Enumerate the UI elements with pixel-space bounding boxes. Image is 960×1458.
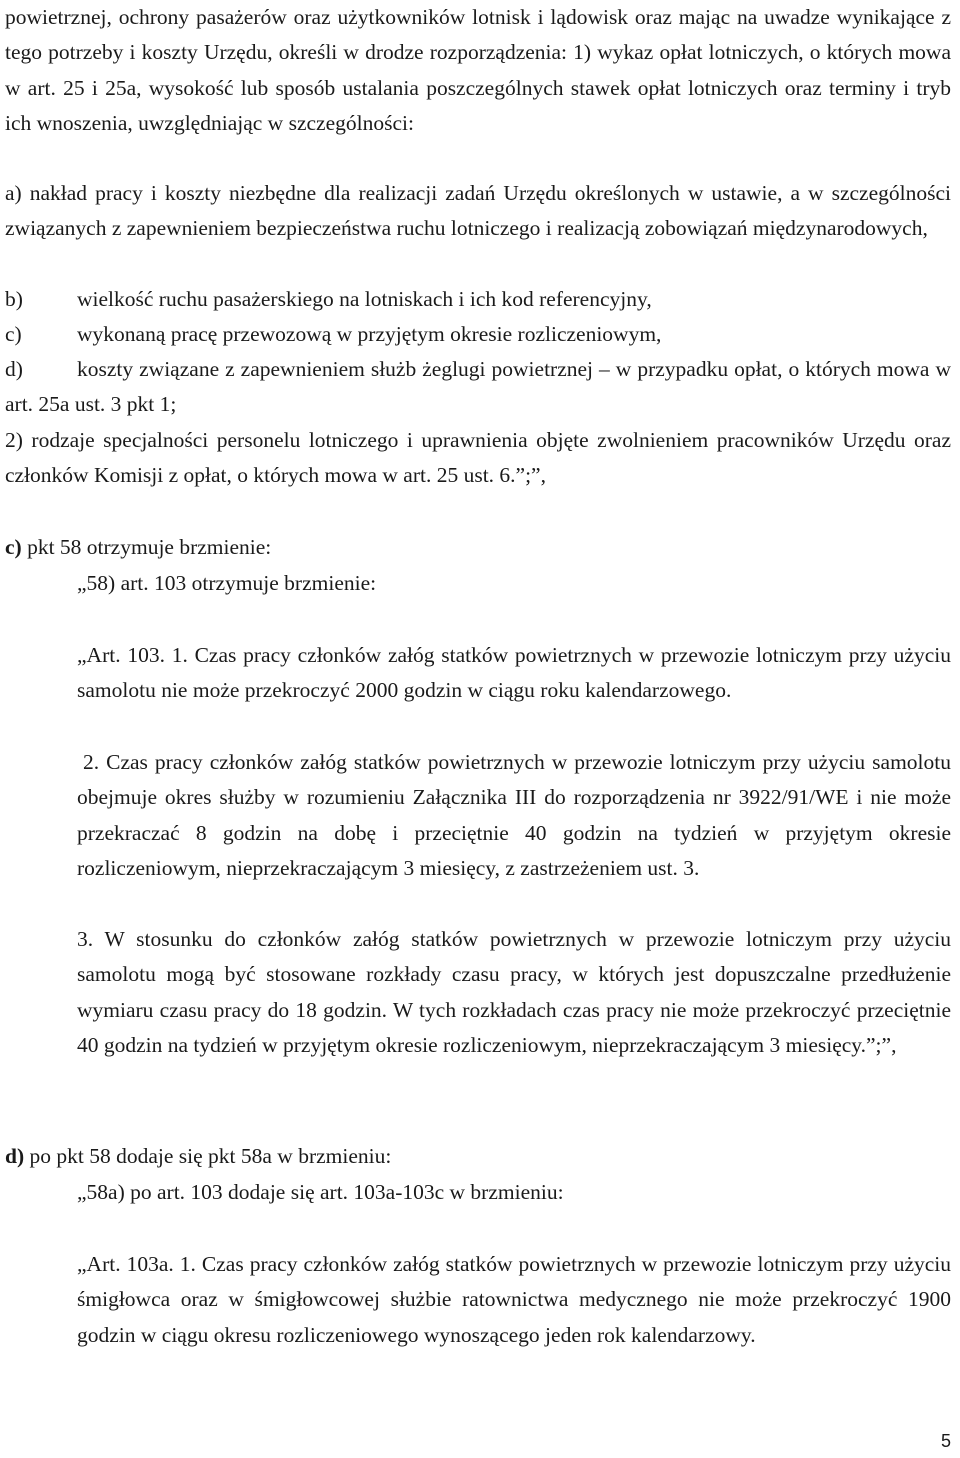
- article-103-ust-1: „Art. 103. 1. Czas pracy członków załóg statków powietrznych w przewozie lotniczym przy użyciu samolotu nie może przekroczyć 2000 godzin w ciągu roku kalendarzowego.: [77, 643, 951, 703]
- amendment-d: [5, 1139, 951, 1174]
- article-103a-ust-1: „Art. 103a. 1. Czas pracy członków załóg statków powietrznych w przewozie lotniczym przy użyciu śmigłowca oraz w śmigłowcowej służbie ratownictwa medycznego nie może przekroczyć 1900 godzin w ciągu okresu rozliczeniowego wynoszącego jeden rok kalendarzowy.: [77, 1252, 951, 1347]
- amendment-c-text: pkt 58 otrzymuje brzmienie:: [21, 535, 272, 559]
- list-label-b: b): [5, 287, 23, 311]
- article-103-ust-2: 2. Czas pracy członków załóg statków powietrznych w przewozie lotniczym przy użyciu samolotu obejmuje okres służby w rozumieniu Załącznika III do rozporządzenia nr 3922/91/WE i nie może przekraczać 8 godzin na dobę i przeciętnie 40 godzin na tydzień w przyjętym okresie rozliczeniowym, nieprzekraczającym 3 miesięcy, z zastrzeżeniem ust. 3.: [77, 750, 951, 880]
- list-label-d: d): [5, 357, 23, 381]
- list-item-a: a) nakład pracy i koszty niezbędne dla realizacji zadań Urzędu określonych w ustawie, a w szczególności związanych z zapewnieniem bezpieczeństwa ruchu lotniczego i realizacją zobowiązań międzynarodowych,: [5, 181, 951, 241]
- list-item-c: wykonaną pracę przewozową w przyjętym okresie rozliczeniowym,: [77, 322, 662, 346]
- article-103-ust-3: 3. W stosunku do członków załóg statków powietrznych w przewozie lotniczym przy użyciu samolotu mogą być stosowane rozkłady czasu pracy, w których jest dopuszczalne przedłużenie wymiaru czasu pracy do 18 godzin. W tych rozkładach czas pracy nie może przekroczyć przeciętnie 40 godzin na tydzień w przyjętym okresie rozliczeniowym, nieprzekraczającym 3 miesięcy.”;”,: [77, 927, 951, 1057]
- quote-point-58: „58) art. 103 otrzymuje brzmienie:: [77, 571, 377, 595]
- list-item-b: wielkość ruchu pasażerskiego na lotniskach i ich kod referencyjny,: [77, 287, 652, 311]
- page-number: 5: [941, 1431, 952, 1451]
- paragraph-intro: powietrznej, ochrony pasażerów oraz użytkowników lotnisk i lądowisk oraz mając na uwadze wynikające z tego potrzeby i koszty Urzędu, określi w drodze rozporządzenia: 1) wykaz opłat lotniczych, o których mowa w art. 25 i 25a, wysokość lub sposób ustalania poszczególnych stawek opłat lotniczych oraz terminy i tryb ich wnoszenia, uwzględniając w szczególności:: [5, 5, 951, 135]
- list-label-c: c): [5, 322, 22, 346]
- amendment-d-letter: d): [5, 1144, 25, 1168]
- amendment-c: [5, 530, 951, 565]
- list-item-d: koszty związane z zapewnieniem służb żeglugi powietrznej – w przypadku opłat, o których mowa w art. 25a ust. 3 pkt 1;: [5, 357, 951, 417]
- amendment-c-letter: c): [5, 535, 22, 559]
- paragraph-point-2: 2) rodzaje specjalności personelu lotniczego i uprawnienia objęte zwolnieniem pracowników Urzędu oraz członków Komisji z opłat, o których mowa w art. 25 ust. 6.”;”,: [5, 428, 951, 488]
- amendment-d-text: po pkt 58 dodaje się pkt 58a w brzmieniu:: [24, 1144, 392, 1168]
- quote-point-58a: „58a) po art. 103 dodaje się art. 103a-103c w brzmieniu:: [77, 1180, 564, 1204]
